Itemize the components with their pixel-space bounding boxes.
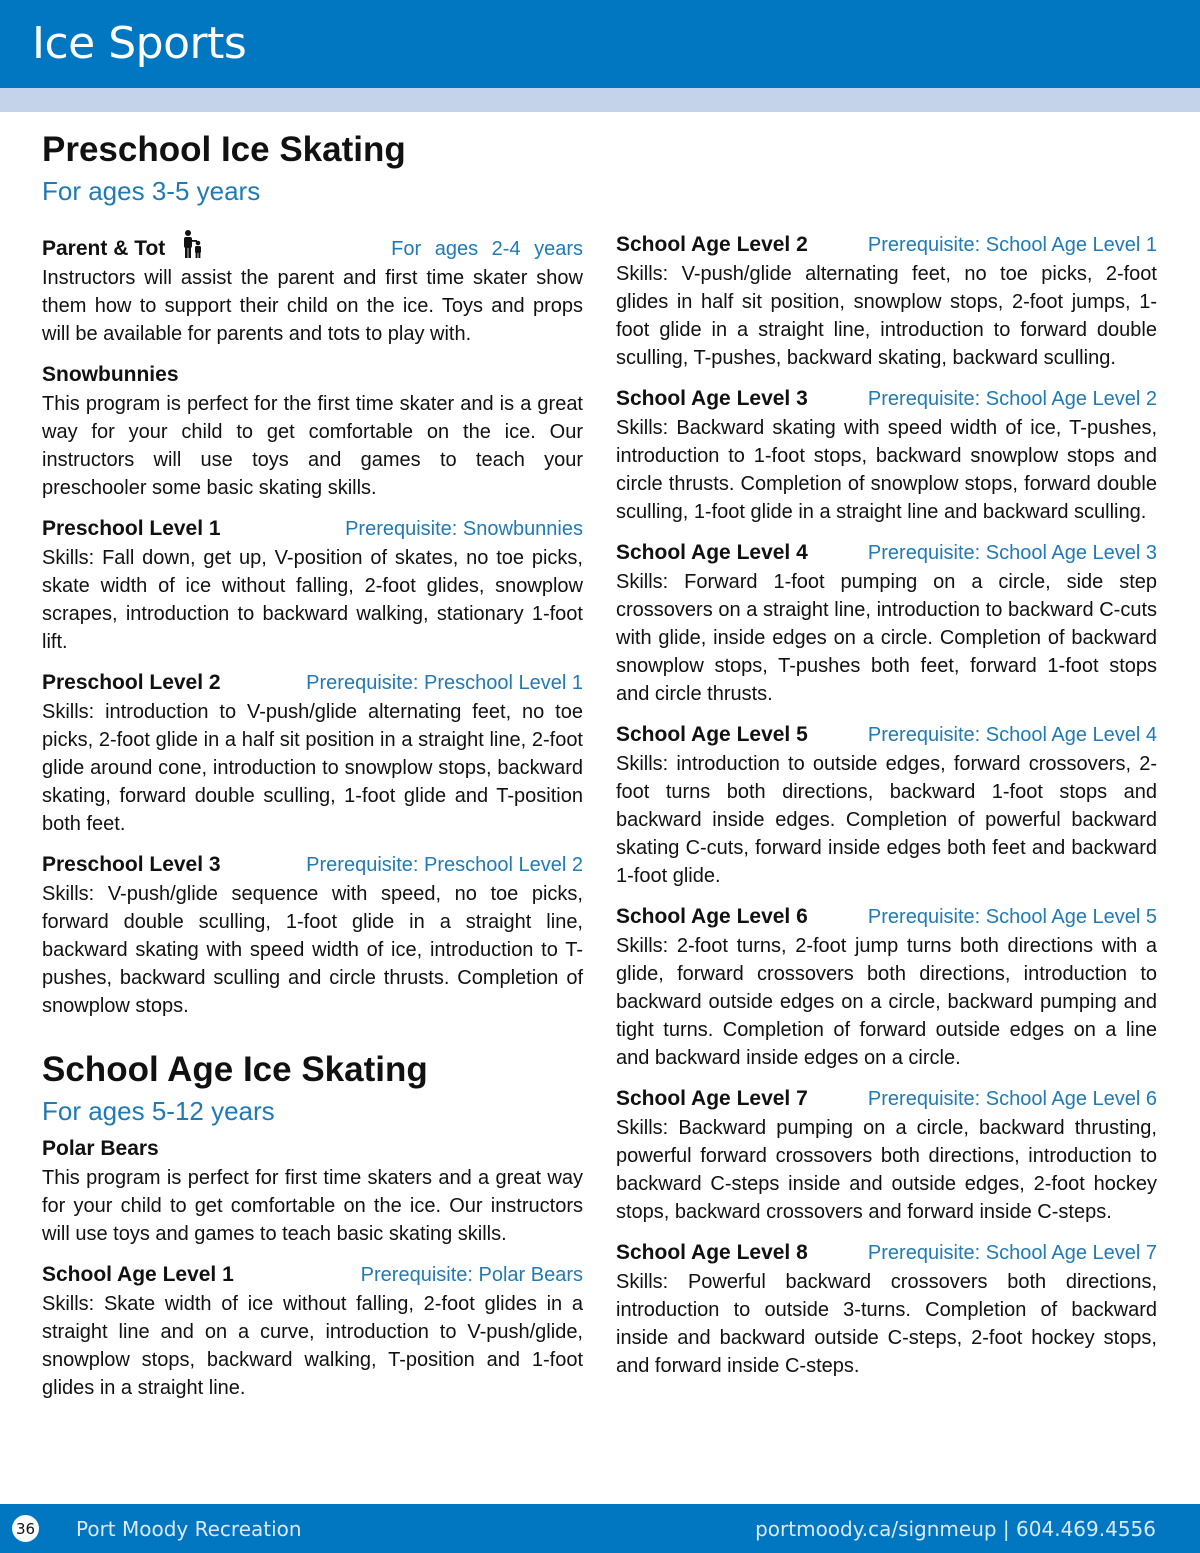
program-description: Skills: Forward 1-foot pumping on a circle, side step crossovers on a straight line, introduction to backward C-cuts with glide, inside edges on a circle. Completion of backward snowplow stops, T-pushes both feet, forward 1-foot stops and circle thrusts. <box>616 571 1157 705</box>
footer-contact: portmoody.ca/signmeup | 604.469.4556 <box>755 1517 1156 1541</box>
program-name: School Age Level 4 <box>616 541 808 564</box>
program-parent-tot <box>42 234 583 348</box>
program-school-age-level-4 <box>616 538 1157 708</box>
prerequisite-tag: Prerequisite: School Age Level 1 <box>867 234 1157 256</box>
program-name: Preschool Level 3 <box>42 853 221 876</box>
program-description: Skills: Backward pumping on a circle, backward thrusting, powerful forward crossovers both directions, introduction to backward C-steps inside and outside edges, 2-foot hockey stops, backward crossovers and forward inside C-steps. <box>616 1117 1157 1223</box>
program-snowbunnies <box>42 360 583 502</box>
program-description: Skills: introduction to V-push/glide alternating feet, no toe picks, 2-foot glide in a half sit position in a straight line, 2-foot glide around cone, introduction to snowplow stops, backward skating, forward double sculling, 1-foot glide and T-position both feet. <box>42 701 583 835</box>
program-polar-bears <box>42 1134 583 1248</box>
prerequisite-tag: Prerequisite: School Age Level 5 <box>867 906 1157 928</box>
program-description: Skills: V-push/glide sequence with speed, no toe picks, forward double sculling, 1-foot glide in a straight line, backward skating with speed width of ice, introduction to T-pushes, backward sculling and circle thrusts. Completion of snowplow stops. <box>42 883 583 1017</box>
program-description: This program is perfect for the first time skater and is a great way for your child to get comfortable on the ice. Our instructors will use toys and games to teach your preschooler some basic skating skills. <box>42 393 583 499</box>
program-name: Preschool Level 2 <box>42 671 221 694</box>
program-name: School Age Level 7 <box>616 1087 808 1110</box>
program-name: School Age Level 8 <box>616 1241 808 1264</box>
program-description: Skills: 2-foot turns, 2-foot jump turns both directions with a glide, forward crossovers both directions, introduction to backward outside edges on a circle, backward pumping and tight turns. Completion of forward outside edges on a line and backward inside edges on a circle. <box>616 935 1157 1069</box>
program-school-age-level-6 <box>616 902 1157 1072</box>
right-column <box>616 230 1157 1392</box>
prerequisite-tag: Prerequisite: School Age Level 3 <box>867 542 1157 564</box>
header-strip <box>0 88 1200 112</box>
program-school-age-level-7 <box>616 1084 1157 1226</box>
prerequisite-tag: Prerequisite: Polar Bears <box>360 1264 583 1286</box>
program-name: Snowbunnies <box>42 363 179 386</box>
program-name: Preschool Level 1 <box>42 517 221 540</box>
program-description: Skills: Skate width of ice without falling, 2-foot glides in a straight line and on a curve, introduction to V-push/glide, snowplow stops, backward walking, T-position and 1-foot glides in a straight line. <box>42 1293 583 1399</box>
program-description: Skills: introduction to outside edges, forward crossovers, 2-foot turns both directions, backward 1-foot stops and backward inside edges. Completion of powerful backward skating C-cuts, forward inside edges both feet and backward 1-foot glide. <box>616 753 1157 887</box>
program-preschool-level-3 <box>42 850 583 1020</box>
prerequisite-tag: Prerequisite: School Age Level 6 <box>867 1088 1157 1110</box>
prerequisite-tag: Prerequisite: School Age Level 4 <box>867 724 1157 746</box>
preschool-section-subtitle: For ages 3-5 years <box>42 176 261 206</box>
program-name: School Age Level 3 <box>616 387 808 410</box>
school-age-section-subtitle: For ages 5-12 years <box>42 1096 275 1126</box>
page-title: Ice Sports <box>32 18 247 69</box>
prerequisite-tag: Prerequisite: Preschool Level 1 <box>306 672 583 694</box>
program-school-age-level-3 <box>616 384 1157 526</box>
program-name: Parent & Tot <box>42 237 166 260</box>
school-age-section-title: School Age Ice Skating <box>42 1050 428 1089</box>
program-name: School Age Level 2 <box>616 233 808 256</box>
program-description: Skills: Fall down, get up, V-position of skates, no toe picks, skate width of ice without falling, 2-foot glides, snowplow scrapes, introduction to backward walking, stationary 1-foot lift. <box>42 547 583 653</box>
left-column <box>42 128 583 1414</box>
school-age-section <box>42 1048 583 1402</box>
page-number: 36 <box>12 1515 39 1542</box>
footer-organization: Port Moody Recreation <box>76 1517 302 1541</box>
program-description: Skills: Backward skating with speed width of ice, T-pushes, introduction to 1-foot stops, backward snowplow stops and circle thrusts. Completion of snowplow stops, forward double sculling, 1-foot glide in a straight line and backward sculling. <box>616 417 1157 523</box>
program-school-age-level-8 <box>616 1238 1157 1380</box>
program-school-age-level-5 <box>616 720 1157 890</box>
prerequisite-tag: Prerequisite: School Age Level 7 <box>867 1242 1157 1264</box>
program-school-age-level-2 <box>616 230 1157 372</box>
program-description: This program is perfect for first time skaters and a great way for your child to get comfortable on the ice. Our instructors will use toys and games to teach basic skating skills. <box>42 1167 583 1245</box>
program-name: School Age Level 1 <box>42 1263 234 1286</box>
program-school-age-level-1 <box>42 1260 583 1402</box>
program-description: Instructors will assist the parent and first time skater show them how to support their child on the ice. Toys and props will be available for parents and tots to play with. <box>42 267 583 345</box>
program-description: Skills: Powerful backward crossovers both directions, introduction to outside 3-turns. Completion of backward inside and backward outside C-steps, 2-foot hockey stops, and forward inside C-steps. <box>616 1271 1157 1377</box>
parent-child-icon <box>181 230 207 260</box>
program-description: Skills: V-push/glide alternating feet, no toe picks, 2-foot glides in half sit position, snowplow stops, 2-foot jumps, 1-foot glide in a straight line, introduction to forward double sculling, T-pushes, backward skating, backward sculling. <box>616 263 1157 369</box>
program-name: School Age Level 6 <box>616 905 808 928</box>
preschool-section-title: Preschool Ice Skating <box>42 130 406 169</box>
prerequisite-tag: Prerequisite: School Age Level 2 <box>867 388 1157 410</box>
prerequisite-tag: Prerequisite: Snowbunnies <box>345 518 583 540</box>
program-name: Polar Bears <box>42 1137 159 1160</box>
program-preschool-level-2 <box>42 668 583 838</box>
age-tag: For ages 2-4 years <box>391 238 583 260</box>
prerequisite-tag: Prerequisite: Preschool Level 2 <box>306 854 583 876</box>
program-preschool-level-1 <box>42 514 583 656</box>
program-name: School Age Level 5 <box>616 723 808 746</box>
